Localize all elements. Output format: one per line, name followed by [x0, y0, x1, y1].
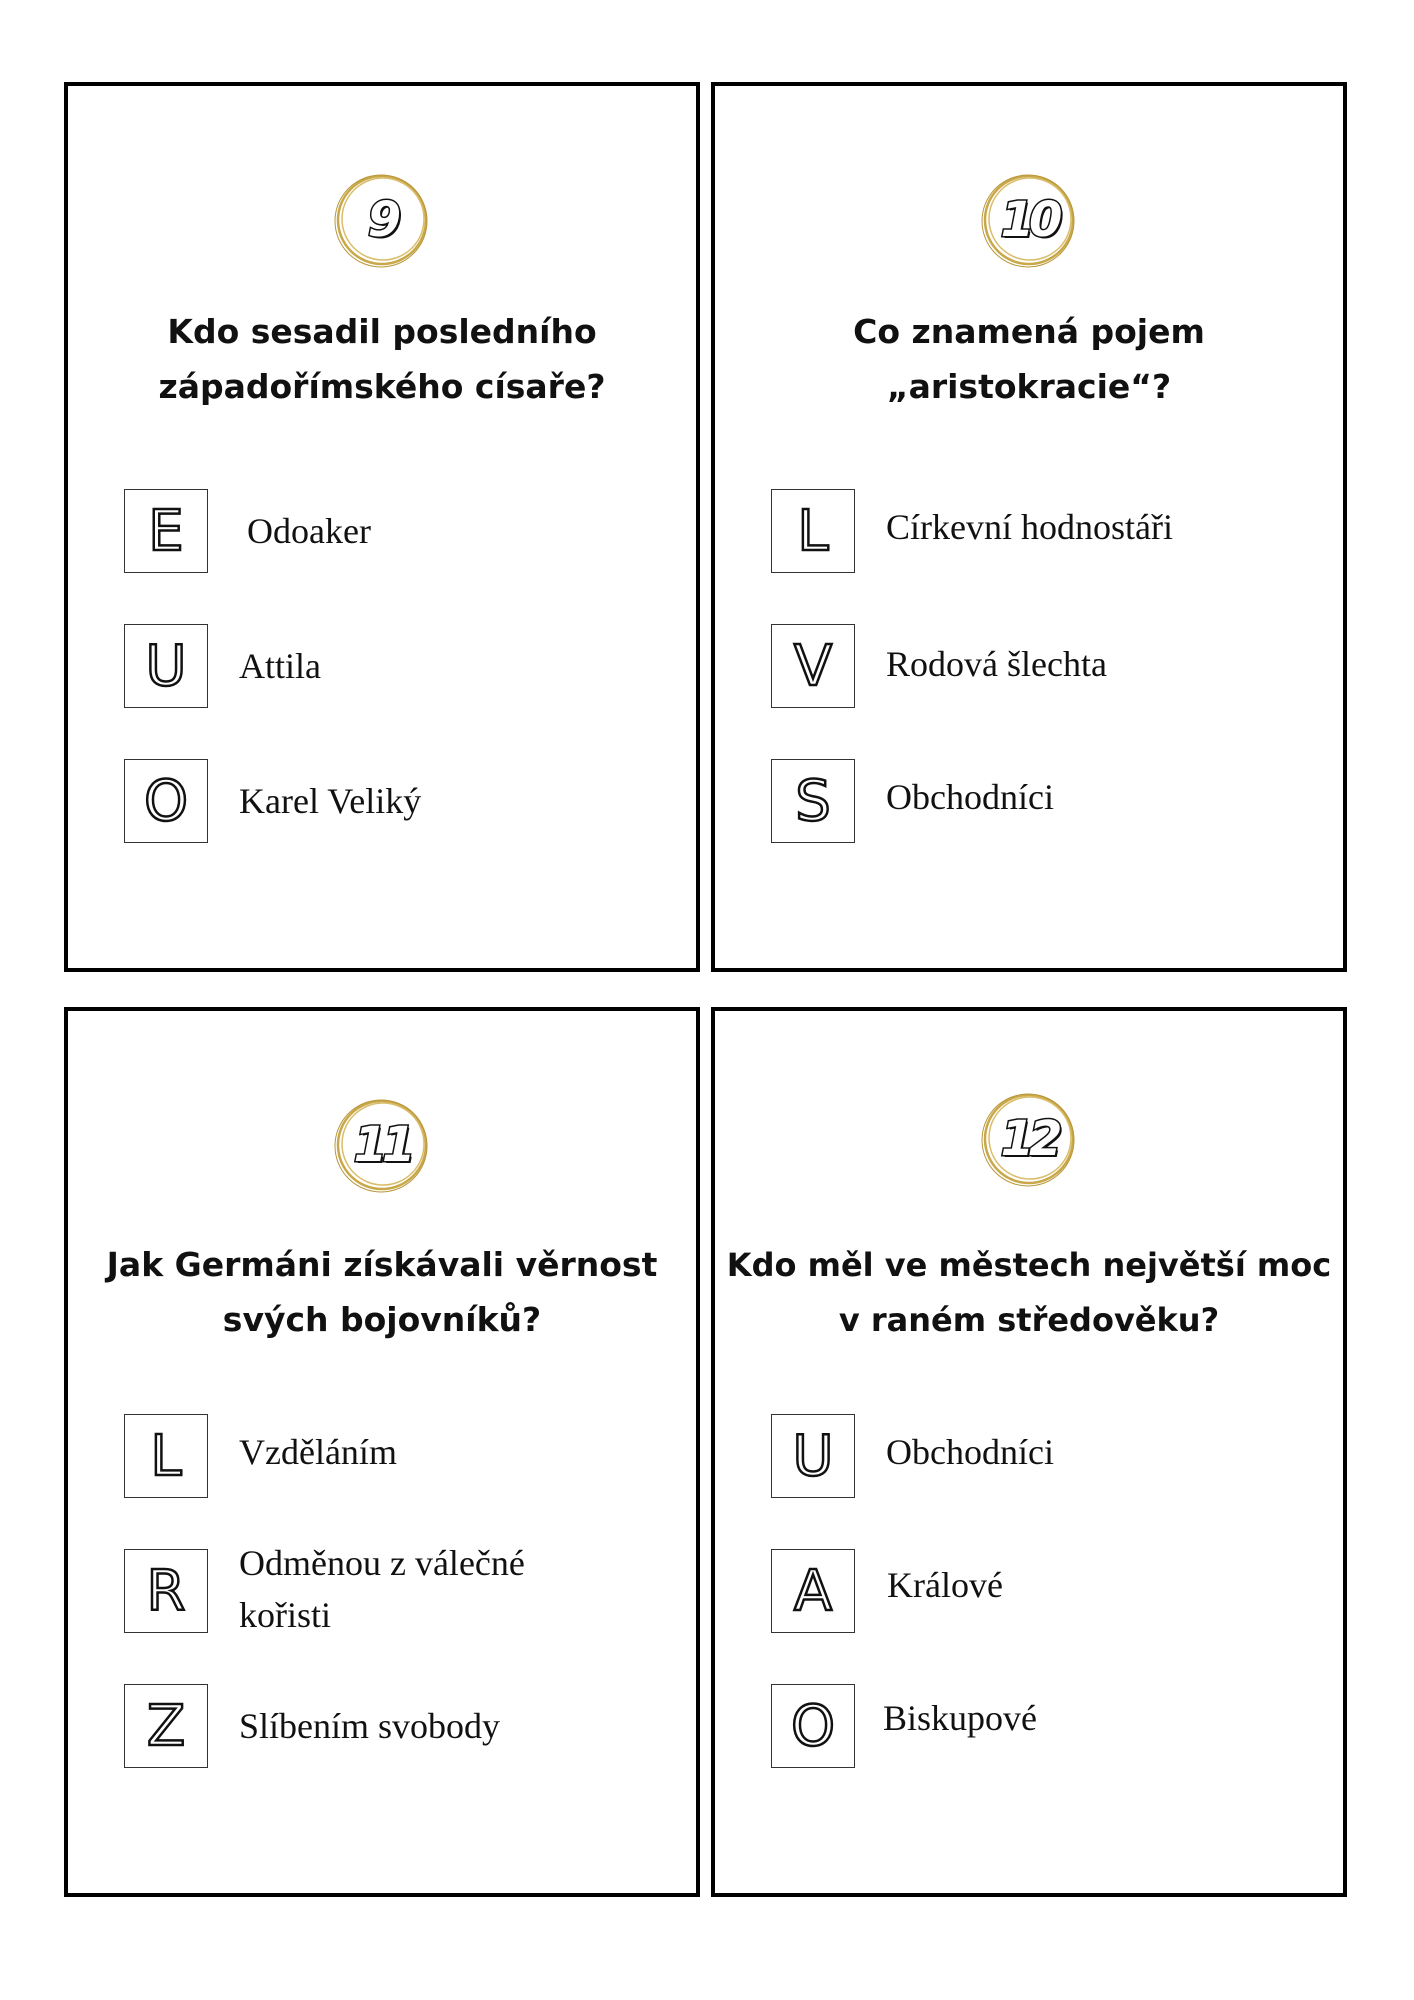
- card-number: 10: [1000, 192, 1058, 248]
- answer-letter: L: [124, 1414, 208, 1498]
- answer-text: Attila: [239, 646, 321, 686]
- question-text: Kdo sesadil posledního západořímského císaře?: [158, 312, 606, 406]
- question-card-11: [64, 1007, 700, 1897]
- answer-option[interactable]: [771, 624, 1323, 708]
- answer-text: Církevní hodnostáři: [886, 507, 1173, 547]
- answer-text: Odoaker: [247, 511, 371, 551]
- answer-text: Odměnou z válečné kořisti: [239, 1543, 525, 1635]
- answer-text: Biskupové: [883, 1698, 1038, 1738]
- answer-option[interactable]: [124, 1414, 676, 1498]
- question-card-12: [711, 1007, 1347, 1897]
- answer-option[interactable]: [124, 1684, 676, 1768]
- answer-letter: S: [771, 759, 855, 843]
- answer-option[interactable]: [124, 759, 676, 843]
- answer-letter: R: [124, 1549, 208, 1633]
- answer-option[interactable]: [771, 1414, 1323, 1498]
- question-card-9: [64, 82, 700, 972]
- answer-letter: U: [771, 1414, 855, 1498]
- number-badge: [332, 170, 432, 270]
- question-text: Jak Germáni získávali věrnost svých bojovníků?: [106, 1245, 658, 1339]
- answer-letter: E: [124, 489, 208, 573]
- answer-text: Rodová šlechta: [886, 644, 1107, 684]
- answer-option[interactable]: [771, 489, 1323, 573]
- answer-letter: Z: [124, 1684, 208, 1768]
- number-badge: [979, 1089, 1079, 1189]
- answer-text: Obchodníci: [886, 1432, 1054, 1472]
- answer-option[interactable]: [124, 489, 676, 573]
- number-badge: [332, 1095, 432, 1195]
- card-number: 12: [1000, 1111, 1058, 1167]
- answer-letter: A: [771, 1549, 855, 1633]
- answer-option[interactable]: [124, 624, 676, 708]
- number-badge: [979, 170, 1079, 270]
- question-text: Co znamená pojem „aristokracie“?: [853, 312, 1205, 406]
- card-number: 11: [353, 1117, 411, 1173]
- answer-option[interactable]: [771, 1684, 1323, 1768]
- question-card-10: [711, 82, 1347, 972]
- answer-letter: V: [771, 624, 855, 708]
- question-text: Kdo měl ve městech největší moc v raném středověku?: [726, 1246, 1332, 1339]
- answer-text: Karel Veliký: [239, 781, 422, 821]
- answer-option[interactable]: [124, 1543, 676, 1635]
- card-number: 9: [367, 192, 397, 248]
- answer-text: Králové: [887, 1565, 1003, 1605]
- answer-text: Obchodníci: [886, 777, 1054, 817]
- answer-option[interactable]: [771, 759, 1323, 843]
- answer-letter: O: [771, 1684, 855, 1768]
- answer-letter: U: [124, 624, 208, 708]
- answer-text: Vzděláním: [239, 1432, 397, 1472]
- answer-letter: O: [124, 759, 208, 843]
- answer-option[interactable]: [771, 1549, 1323, 1633]
- answer-letter: L: [771, 489, 855, 573]
- answer-text: Slíbením svobody: [239, 1706, 501, 1746]
